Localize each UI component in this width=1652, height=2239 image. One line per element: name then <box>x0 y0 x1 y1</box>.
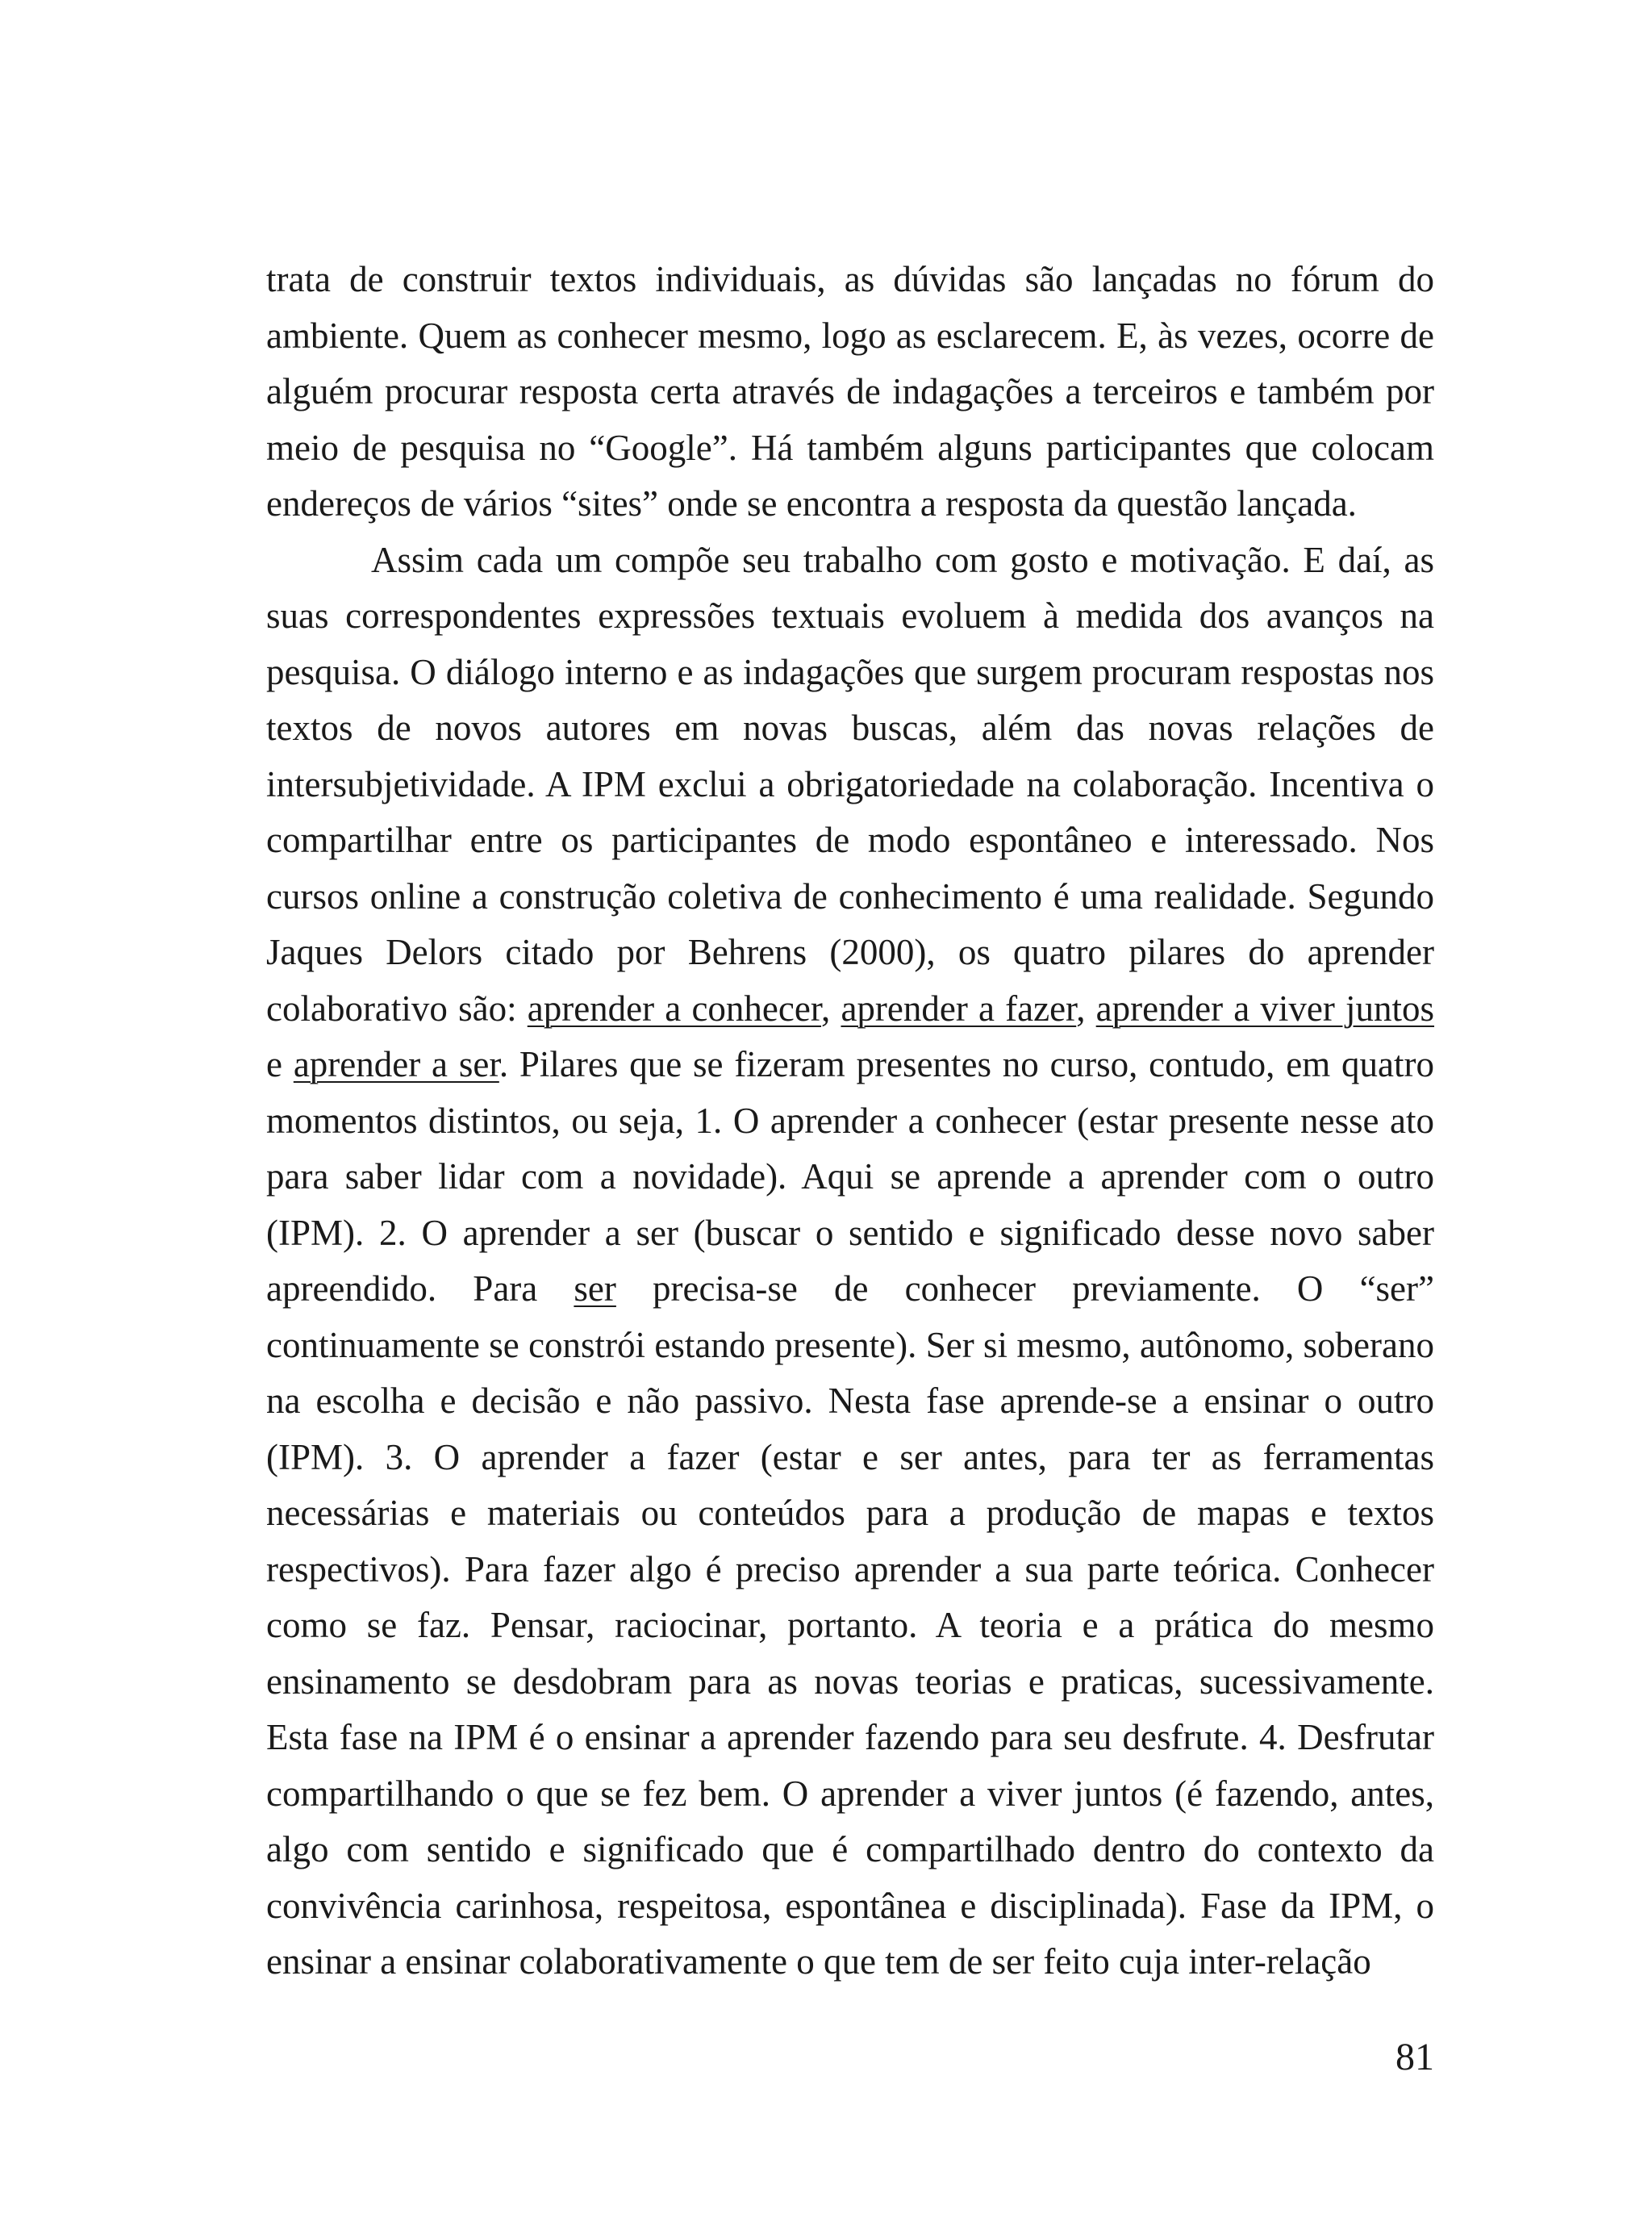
paragraph-2-text-a: Assim cada um compõe seu trabalho com gosto e motivação. E daí, as suas correspondentes expressões textuais evoluem à medida dos avanços na pesquisa. O diálogo interno e as indagações que surgem procuram respostas nos textos de novos autores em novas buscas, além das novas relações de intersubjetividade. A IPM exclui a obrigatoriedade na colaboração. Incentiva o compartilhar entre os participantes de modo espontâneo e interessado. Nos cursos online a construção coletiva de conhecimento é uma realidade. Segundo Jaques Delors citado por Behrens (2000), os quatro pilares do aprender colaborativo são: <box>266 539 1434 1029</box>
underlined-aprender-a-ser: aprender a ser <box>293 1044 499 1084</box>
separator-1: , <box>821 988 841 1029</box>
page-number: 81 <box>1395 2036 1434 2078</box>
separator-2: , <box>1076 988 1096 1029</box>
paragraph-2-text-b: . Pilares que se fizeram presentes no curso, contudo, em quatro momentos distintos, ou seja, 1. O aprender a conhecer (estar presente nesse ato para saber lidar com a novidade). Aqui se aprende a aprender com o outro (IPM). 2. O aprender a ser (buscar o sentido e significado desse novo saber apreendido. Para <box>266 1044 1434 1309</box>
underlined-aprender-a-fazer: aprender a fazer <box>841 988 1077 1029</box>
underlined-aprender-a-conhecer: aprender a conhecer <box>527 988 822 1029</box>
paragraph-2 <box>266 533 1434 1990</box>
paragraph-1: trata de construir textos individuais, as dúvidas são lançadas no fórum do ambiente. Quem as conhecer mesmo, logo as esclarecem. E, às vezes, ocorre de alguém procurar resposta certa através de indagações a terceiros e também por meio de pesquisa no “Google”. Há também alguns participantes que colocam endereços de vários “sites” onde se encontra a resposta da questão lançada. <box>266 259 1434 524</box>
paragraph-2-text-c: precisa-se de conhecer previamente. O “ser” continuamente se constrói estando presente). Ser si mesmo, autônomo, soberano na escolha e decisão e não passivo. Nesta fase aprende-se a ensinar o outro (IPM). 3. O aprender a fazer (estar e ser antes, para ter as ferramentas necessárias e materiais ou conteúdos para a produção de mapas e textos respectivos). Para fazer algo é preciso aprender a sua parte teórica. Conhecer como se faz. Pensar, raciocinar, portanto. A teoria e a prática do mesmo ensinamento se desdobram para as novas teorias e praticas, sucessivamente. Esta fase na IPM é o ensinar a aprender fazendo para seu desfrute. 4. Desfrutar compartilhando o que se fez bem. O aprender a viver juntos (é fazendo, antes, algo com sentido e significado que é compartilhado dentro do contexto da convivência carinhosa, respeitosa, espontânea e disciplinada). Fase da IPM, o ensinar a ensinar colaborativamente o que tem de ser feito cuja inter-relação <box>266 1268 1434 1982</box>
body-text <box>266 252 1434 1990</box>
underlined-ser: ser <box>574 1268 616 1309</box>
underlined-aprender-a-viver-juntos: aprender a viver juntos <box>1095 988 1435 1029</box>
separator-3: e <box>266 1044 294 1084</box>
